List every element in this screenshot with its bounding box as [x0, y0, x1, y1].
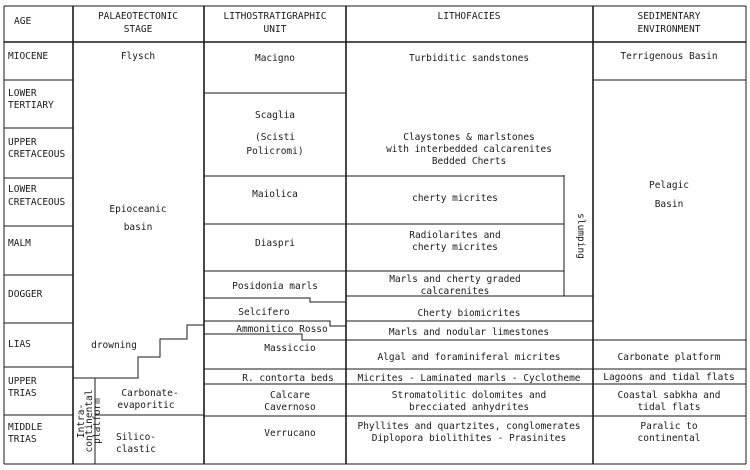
- unit-scaglia-2: (Scisti: [254, 132, 296, 143]
- facies-phyllites-1: Phyllites and quartzites, conglomerates: [357, 421, 581, 432]
- age-miocene: MIOCENE: [8, 51, 49, 62]
- age-middle-trias-1: MIDDLE: [8, 422, 43, 433]
- unit-scaglia-1: Scaglia: [254, 110, 296, 121]
- age-lower-cretaceous-2: CRETACEOUS: [8, 197, 66, 208]
- age-dogger: DOGGER: [8, 289, 43, 300]
- env-pelagic-1: Pelagic: [648, 180, 690, 191]
- unit-calcare-2: Cavernoso: [264, 402, 316, 413]
- age-upper-trias-1: UPPER: [8, 376, 37, 387]
- unit-selcifero: Selcifero: [238, 307, 290, 318]
- stage-platform-label: [76, 390, 103, 453]
- facies-slumping: slumping: [575, 213, 586, 259]
- facies-claystones-2: with interbedded calcarenites: [386, 144, 552, 155]
- stage-platform-3: platform: [92, 398, 103, 444]
- stage-epioceanic-1: Epioceanic: [109, 204, 167, 215]
- facies-cherty-micrites: cherty micrites: [412, 193, 498, 204]
- header-unit-line1: LITHOSTRATIGRAPHIC: [223, 11, 327, 22]
- header-unit-line2: UNIT: [263, 24, 287, 35]
- facies-marls-graded-1: Marls and cherty graded: [389, 274, 521, 285]
- age-lower-tertiary-2: TERTIARY: [8, 100, 54, 111]
- unit-diaspri: Diaspri: [254, 238, 296, 249]
- stage-silico-2: clastic: [115, 444, 157, 455]
- unit-calcare-1: Calcare: [269, 390, 311, 401]
- env-sabkha-2: tidal flats: [637, 402, 701, 413]
- facies-biomicrites: Cherty biomicrites: [417, 308, 521, 319]
- stage-flysch: Flysch: [120, 51, 156, 62]
- stage-platform-1: Intra-: [76, 403, 87, 439]
- facies-radiolarites-1: Radiolarites and: [409, 230, 501, 241]
- unit-ammonitico: Ammonitico Rosso: [236, 324, 328, 335]
- facies-claystones-1: Claystones & marlstones: [403, 132, 535, 143]
- age-middle-trias-2: TRIAS: [8, 434, 37, 445]
- age-malm: MALM: [8, 238, 31, 249]
- header-env-line1: SEDIMENTARY: [637, 11, 701, 22]
- facies-stromatolitic-1: Stromatolitic dolomites and: [391, 390, 547, 401]
- env-paralic-2: continental: [637, 433, 701, 444]
- unit-verrucano: Verrucano: [264, 428, 316, 439]
- env-carbonate-platform: Carbonate platform: [617, 352, 721, 363]
- drowning-boundary: [73, 325, 204, 378]
- facies-nodular: Marls and nodular limestones: [388, 327, 550, 338]
- stage-carbonate-2: evaporitic: [117, 400, 175, 411]
- facies-algal: Algal and foraminiferal micrites: [377, 352, 561, 363]
- stage-epioceanic-2: basin: [123, 222, 153, 233]
- unit-rcontorta: R. contorta beds: [242, 373, 334, 384]
- age-lower-tertiary-1: LOWER: [8, 88, 37, 99]
- env-terrigenous: Terrigenous Basin: [620, 51, 718, 62]
- unit-scaglia-3: Policromi): [246, 146, 304, 157]
- header-stage-line1: PALAEOTECTONIC: [97, 11, 179, 22]
- unit-massiccio: Massiccio: [264, 343, 316, 354]
- stage-platform-2: continental: [84, 389, 95, 453]
- unit-posidonia: Posidonia marls: [232, 281, 318, 292]
- header-env-line2: ENVIRONMENT: [637, 24, 701, 35]
- facies-radiolarites-2: cherty micrites: [412, 242, 498, 253]
- env-lagoons: Lagoons and tidal flats: [603, 372, 735, 383]
- facies-phyllites-2: Diplopora biolithites - Prasinites: [371, 433, 567, 444]
- unit-maiolica: Maiolica: [252, 189, 298, 200]
- header-age: AGE: [14, 16, 32, 27]
- stage-drowning: drowning: [91, 340, 137, 351]
- age-upper-cretaceous-2: CRETACEOUS: [8, 149, 66, 160]
- age-lias: LIAS: [8, 339, 31, 350]
- age-lower-cretaceous-1: LOWER: [8, 184, 37, 195]
- stage-carbonate-1: Carbonate-: [121, 388, 179, 399]
- header-facies: LITHOFACIES: [437, 11, 501, 22]
- facies-turbiditic: Turbiditic sandstones: [408, 53, 530, 64]
- facies-claystones-3: Bedded Cherts: [431, 156, 507, 167]
- facies-stromatolitic-2: brecciated anhydrites: [408, 402, 530, 413]
- env-sabkha-1: Coastal sabkha and: [617, 390, 721, 401]
- stage-silico-1: Silico-: [115, 432, 157, 443]
- posidonia-base: [204, 298, 346, 302]
- facies-laminated: Micrites - Laminated marls - Cyclotheme: [357, 373, 581, 384]
- age-upper-trias-2: TRIAS: [8, 388, 37, 399]
- facies-marls-graded-2: calcarenites: [420, 286, 490, 297]
- env-paralic-1: Paralic to: [640, 421, 698, 432]
- header-stage-line2: STAGE: [123, 24, 153, 35]
- age-upper-cretaceous-1: UPPER: [8, 137, 37, 148]
- unit-macigno: Macigno: [254, 53, 296, 64]
- env-pelagic-2: Basin: [654, 199, 684, 210]
